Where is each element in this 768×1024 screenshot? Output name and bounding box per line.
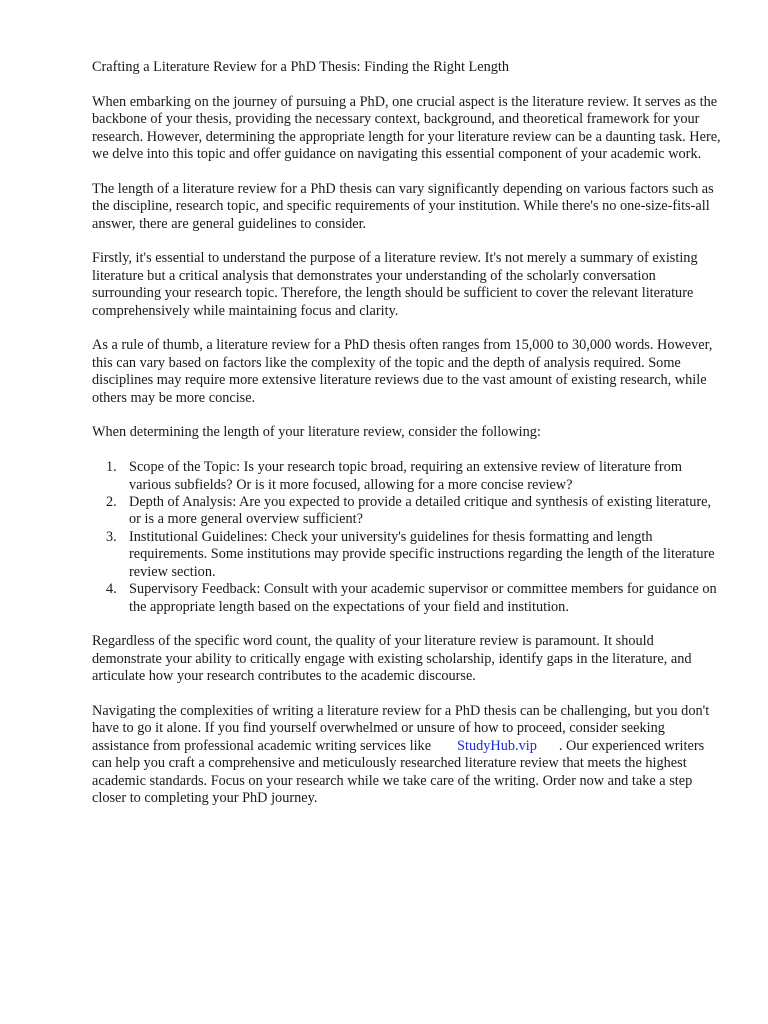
list-item <box>92 494 724 529</box>
list-item-text: Depth of Analysis: Are you expected to provide a detailed critique and synthesis of existing literature, or is a more general overview sufficient? <box>129 494 712 528</box>
list-item-text: Scope of the Topic: Is your research topic broad, requiring an extensive review of literature from various subfields? Or is it more focused, allowing for a more concise review? <box>129 459 682 493</box>
closing-paragraph <box>92 703 724 807</box>
list-item-text: Supervisory Feedback: Consult with your academic supervisor or committee members for guidance on the appropriate length based on the expectations of your field and institution. <box>129 581 717 615</box>
list-item <box>92 529 724 581</box>
quality-paragraph: Regardless of the specific word count, the quality of your literature review is paramount. It should demonstrate your ability to critically engage with existing scholarship, identify gaps in the literature, and articulate how your research contributes to the academic discourse. <box>92 633 692 685</box>
list-item-text: Institutional Guidelines: Check your university's guidelines for thesis formatting and length requirements. Some institutions may provide specific instructions regarding the length of the literature review section. <box>129 528 715 580</box>
list-intro-paragraph: When determining the length of your literature review, consider the following: <box>92 424 541 441</box>
intro-paragraph-4: As a rule of thumb, a literature review for a PhD thesis often ranges from 15,000 to 30,000 words. However, this can vary based on factors like the complexity of the topic and the depth of analysis required. Some disciplines may require more extensive literature reviews due to the vast amount of existing research, while others may be more concise. <box>92 337 713 406</box>
list-item-number: 3. <box>106 528 117 545</box>
document-title: Crafting a Literature Review for a PhD Thesis: Finding the Right Length <box>92 59 510 75</box>
list-item-number: 4. <box>106 581 117 598</box>
intro-paragraph-1: When embarking on the journey of pursuing a PhD, one crucial aspect is the literature review. It serves as the backbone of your thesis, providing the necessary context, background, and theoretical framework for your research. However, determining the appropriate length for your literature review can be a daunting task. Here, we delve into this topic and offer guidance on navigating this essential component of your academic work. <box>92 93 721 163</box>
document-page <box>92 59 724 825</box>
intro-paragraph-2: The length of a literature review for a PhD thesis can vary significantly depending on various factors such as the discipline, research topic, and specific requirements of your institution. While there's no one-size-fits-all answer, there are general guidelines to consider. <box>92 180 714 232</box>
closing-text-before-link: Navigating the complexities of writing a literature review for a PhD thesis can be challenging, but you don't have to go it alone. If you find yourself overwhelmed or unsure of how to proceed, consider seeking assistance from professional academic writing services like <box>92 702 710 754</box>
list-item-number: 1. <box>106 459 117 476</box>
list-item <box>92 581 724 616</box>
intro-paragraph-3: Firstly, it's essential to understand the purpose of a literature review. It's not merely a summary of existing literature but a critical analysis that demonstrates your understanding of the scholarly conversation surrounding your research topic. Therefore, the length should be sufficient to cover the relevant literature comprehensively while maintaining focus and clarity. <box>92 250 698 319</box>
closing-text-after-link: . Our experienced writers can help you craft a comprehensive and meticulously researched literature review that meets the highest academic standards. Focus on your research while we take care of the writing. Order now and take a step closer to completing your PhD journey. <box>92 737 705 806</box>
studyhub-link[interactable]: StudyHub.vip <box>457 737 537 754</box>
considerations-list <box>92 459 724 616</box>
list-item <box>92 459 724 494</box>
list-item-number: 2. <box>106 494 117 511</box>
